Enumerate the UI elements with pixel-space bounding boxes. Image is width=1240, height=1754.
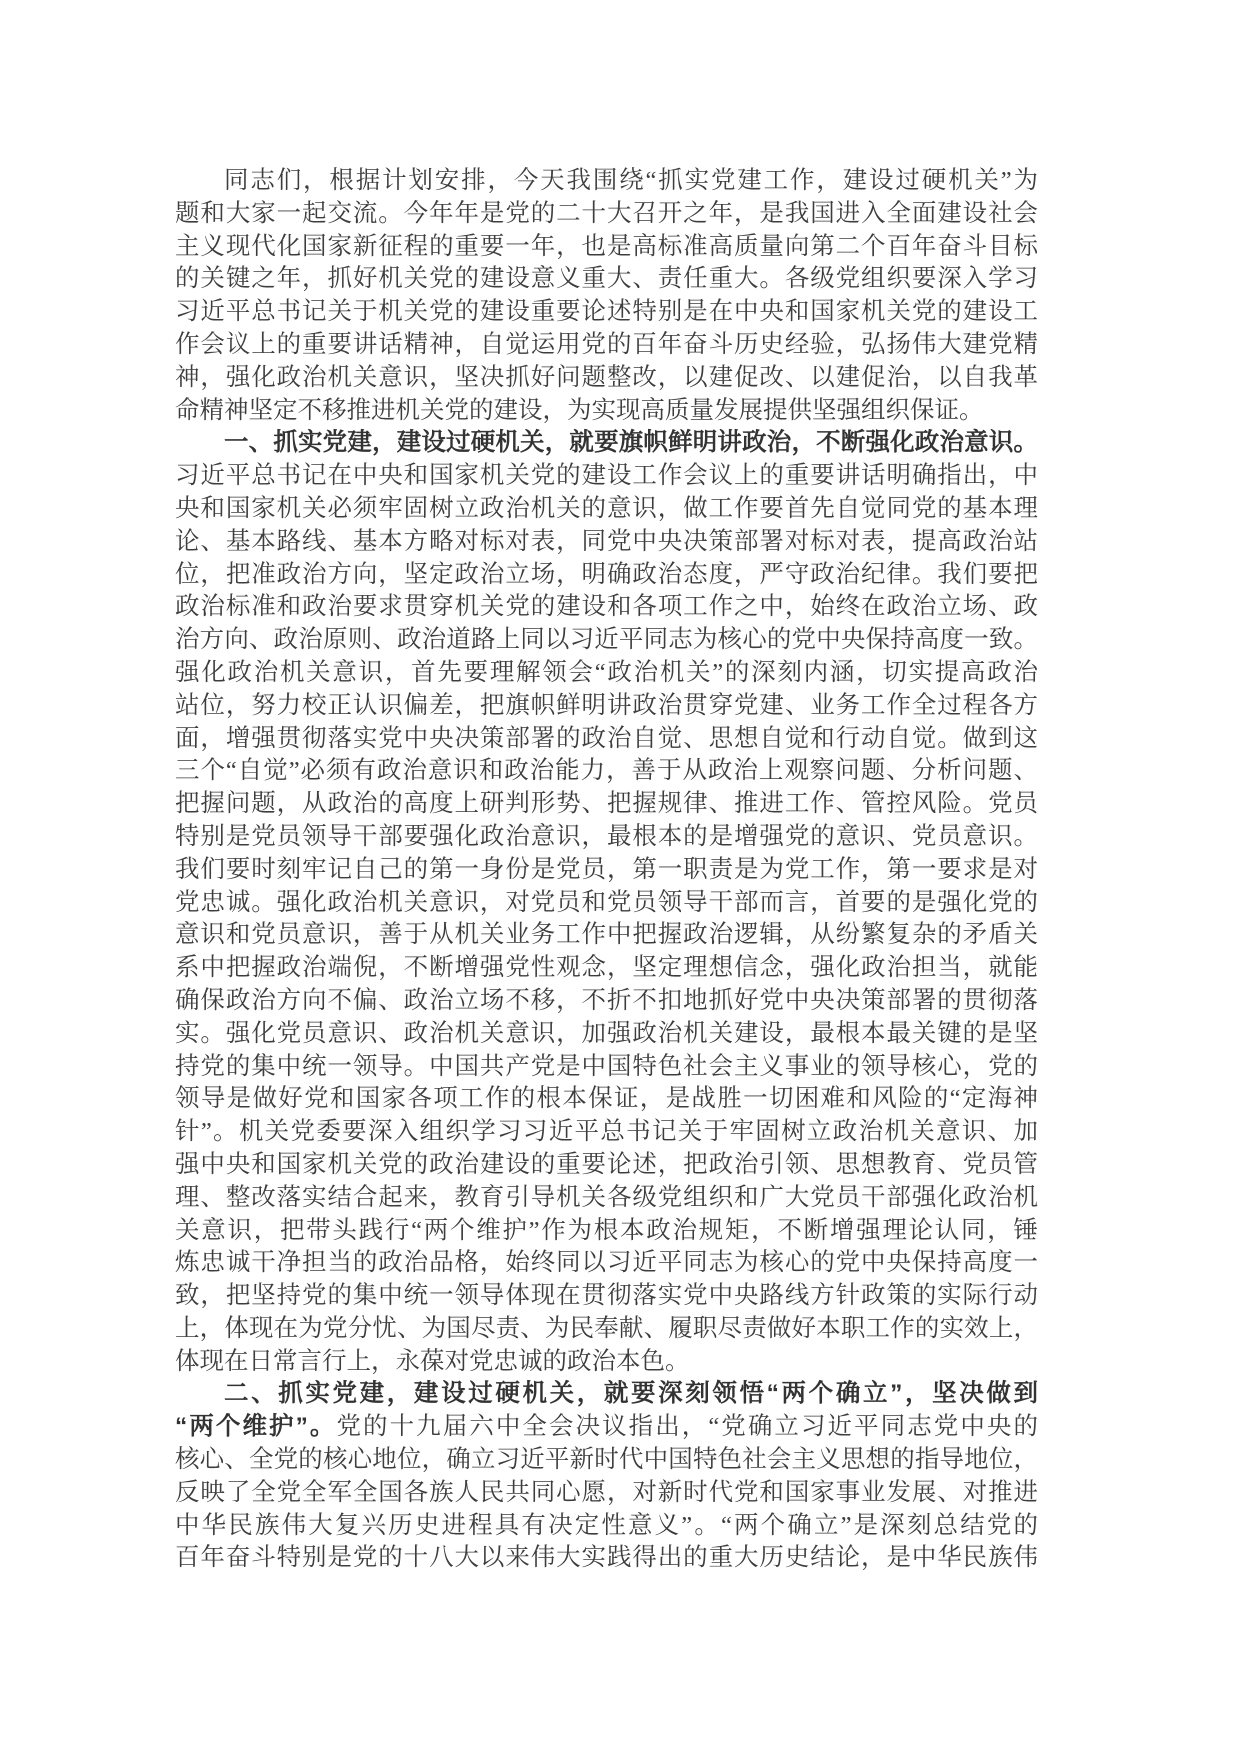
text-line [175,723,1038,756]
text-line [175,985,1038,1018]
text-line [175,755,1038,788]
body-run: 同志们，根据计划安排，今天我围绕“抓实党建工作，建设过硬机关”为 [224,167,1038,194]
body-run: 确保政治方向不偏、政治立场不移，不折不扣地抓好党中央决策部署的贯彻落 [175,986,1038,1014]
text-line [175,231,1038,264]
text-line [175,657,1038,690]
body-run: 实。强化党员意识、政治机关意识，加强政治机关建设，最根本最关键的是坚 [175,1019,1038,1047]
text-line [175,1411,1038,1444]
body-run: 央和国家机关必须牢固树立政治机关的意识，做工作要首先自觉同党的基本理 [175,494,1038,522]
body-run: 意识和党员意识，善于从机关业务工作中把握政治逻辑，从纷繁复杂的矛盾关 [175,921,1038,949]
text-line [175,460,1038,493]
body-run: 三个“自觉”必须有政治意识和政治能力，善于从政治上观察问题、分析问题、 [175,757,1038,785]
body-run: 百年奋斗特别是党的十八大以来伟大实践得出的重大历史结论，是中华民族伟 [175,1544,1038,1572]
text-line [175,1477,1038,1510]
text-line [175,493,1038,526]
document-body [175,165,1038,1575]
text-line [175,1346,1038,1379]
body-run: 强中央和国家机关党的政治建设的重要论述，把政治引领、思想教育、党员管 [175,1150,1038,1178]
body-run: 领导是做好党和国家各项工作的根本保证，是战胜一切困难和风险的“定海神 [175,1085,1038,1113]
body-run: 习近平总书记关于机关党的建设重要论述特别是在中央和国家机关党的建设工 [175,298,1038,326]
text-line [175,1215,1038,1248]
text-line [175,427,1038,460]
body-run: 关意识，把带头践行“两个维护”作为根本政治规矩，不断增强理论认同，锤 [175,1216,1038,1244]
text-line [175,526,1038,559]
body-run: 炼忠诚干净担当的政治品格，始终同以习近平同志为核心的党中央保持高度一 [175,1249,1038,1277]
body-run: 致，把坚持党的集中统一领导体现在贯彻落实党中央路线方针政策的实际行动 [175,1282,1038,1310]
body-run: 习近平总书记在中央和国家机关党的建设工作会议上的重要讲话明确指出，中 [175,462,1038,490]
text-line [175,559,1038,592]
heading-run: 一、抓实党建，建设过硬机关，就要旗帜鲜明讲政治，不断强化政治意识。 [224,429,1038,457]
text-line [175,591,1038,624]
body-run: 核心、全党的核心地位，确立习近平新时代中国特色社会主义思想的指导地位， [175,1446,1038,1474]
body-run: 理、整改落实结合起来，教育引导机关各级党组织和广大党员干部强化政治机 [175,1183,1038,1211]
text-line [175,1116,1038,1149]
text-line [175,1542,1038,1575]
text-line [175,1280,1038,1313]
body-run: 强化政治机关意识，首先要理解领会“政治机关”的深刻内涵，切实提高政治 [175,658,1038,686]
body-run: 把握问题，从政治的高度上研判形势、把握规律、推进工作、管控风险。党员 [175,790,1038,818]
text-line [175,690,1038,723]
text-line [175,395,1038,428]
body-run: 主义现代化国家新征程的重要一年，也是高标准高质量向第二个百年奋斗目标 [175,232,1038,260]
body-run: 论、基本路线、基本方略对标对表，同党中央决策部署对标对表，提高政治站 [175,527,1038,555]
text-line [175,362,1038,395]
body-run: 党忠诚。强化政治机关意识，对党员和党员领导干部而言，首要的是强化党的 [175,888,1038,916]
text-line [175,1083,1038,1116]
body-run: 面，增强贯彻落实党中央决策部署的政治自觉、思想自觉和行动自觉。做到这 [175,724,1038,752]
text-line [175,1018,1038,1051]
text-line [175,296,1038,329]
text-line [175,165,1038,198]
body-run: 我们要时刻牢记自己的第一身份是党员，第一职责是为党工作，第一要求是对 [175,855,1038,883]
body-run: 持党的集中统一领导。中国共产党是中国特色社会主义事业的领导核心，党的 [175,1052,1038,1080]
text-line [175,854,1038,887]
text-line [175,198,1038,231]
text-line [175,952,1038,985]
body-run: 党的十九届六中全会决议指出，“党确立习近平同志党中央的 [336,1413,1038,1441]
body-run: 题和大家一起交流。今年年是党的二十大召开之年，是我国进入全面建设社会 [175,199,1038,227]
body-run: 位，把准政治方向，坚定政治立场，明确政治态度，严守政治纪律。我们要把 [175,560,1038,588]
text-line [175,1378,1038,1411]
heading-run: “两个维护”。 [175,1413,337,1441]
body-run: 中华民族伟大复兴历史进程具有决定性意义”。“两个确立”是深刻总结党的 [175,1511,1038,1539]
body-run: 命精神坚定不移推进机关党的建设，为实现高质量发展提供坚强组织保证。 [175,396,984,424]
text-line [175,1510,1038,1543]
body-run: 反映了全党全军全国各族人民共同心愿，对新时代党和国家事业发展、对推进 [175,1478,1038,1506]
text-line [175,329,1038,362]
body-run: 针”。机关党委要深入组织学习习近平总书记关于牢固树立政治机关意识、加 [175,1118,1038,1146]
text-line [175,821,1038,854]
text-line [175,919,1038,952]
text-line [175,624,1038,657]
text-line [175,788,1038,821]
text-line [175,1247,1038,1280]
text-line [175,1182,1038,1215]
body-run: 特别是党员领导干部要强化政治意识，最根本的是增强党的意识、党员意识。 [175,822,1038,850]
body-run: 体现在日常言行上，永葆对党忠诚的政治本色。 [175,1347,690,1375]
body-run: 政治标准和政治要求贯穿机关党的建设和各项工作之中，始终在政治立场、政 [175,593,1038,621]
text-line [175,263,1038,296]
body-run: 上，体现在为党分忧、为国尽责、为民奉献、履职尽责做好本职工作的实效上， [175,1314,1038,1342]
text-line [175,1051,1038,1084]
body-run: 治方向、政治原则、政治道路上同以习近平同志为核心的党中央保持高度一致。 [175,626,1038,654]
heading-run: 二、抓实党建，建设过硬机关，就要深刻领悟“两个确立”，坚决做到 [224,1380,1038,1408]
body-run: 神，强化政治机关意识，坚决抓好问题整改，以建促改、以建促治，以自我革 [175,363,1038,391]
text-line [175,1149,1038,1182]
body-run: 作会议上的重要讲话精神，自觉运用党的百年奋斗历史经验，弘扬伟大建党精 [175,330,1038,358]
body-run: 站位，努力校正认识偏差，把旗帜鲜明讲政治贯穿党建、业务工作全过程各方 [175,691,1038,719]
text-line [175,1313,1038,1346]
body-run: 的关键之年，抓好机关党的建设意义重大、责任重大。各级党组织要深入学习 [175,265,1038,293]
body-run: 系中把握政治端倪，不断增强党性观念，坚定理想信念，强化政治担当，就能 [175,954,1038,982]
text-line [175,1444,1038,1477]
text-line [175,887,1038,920]
